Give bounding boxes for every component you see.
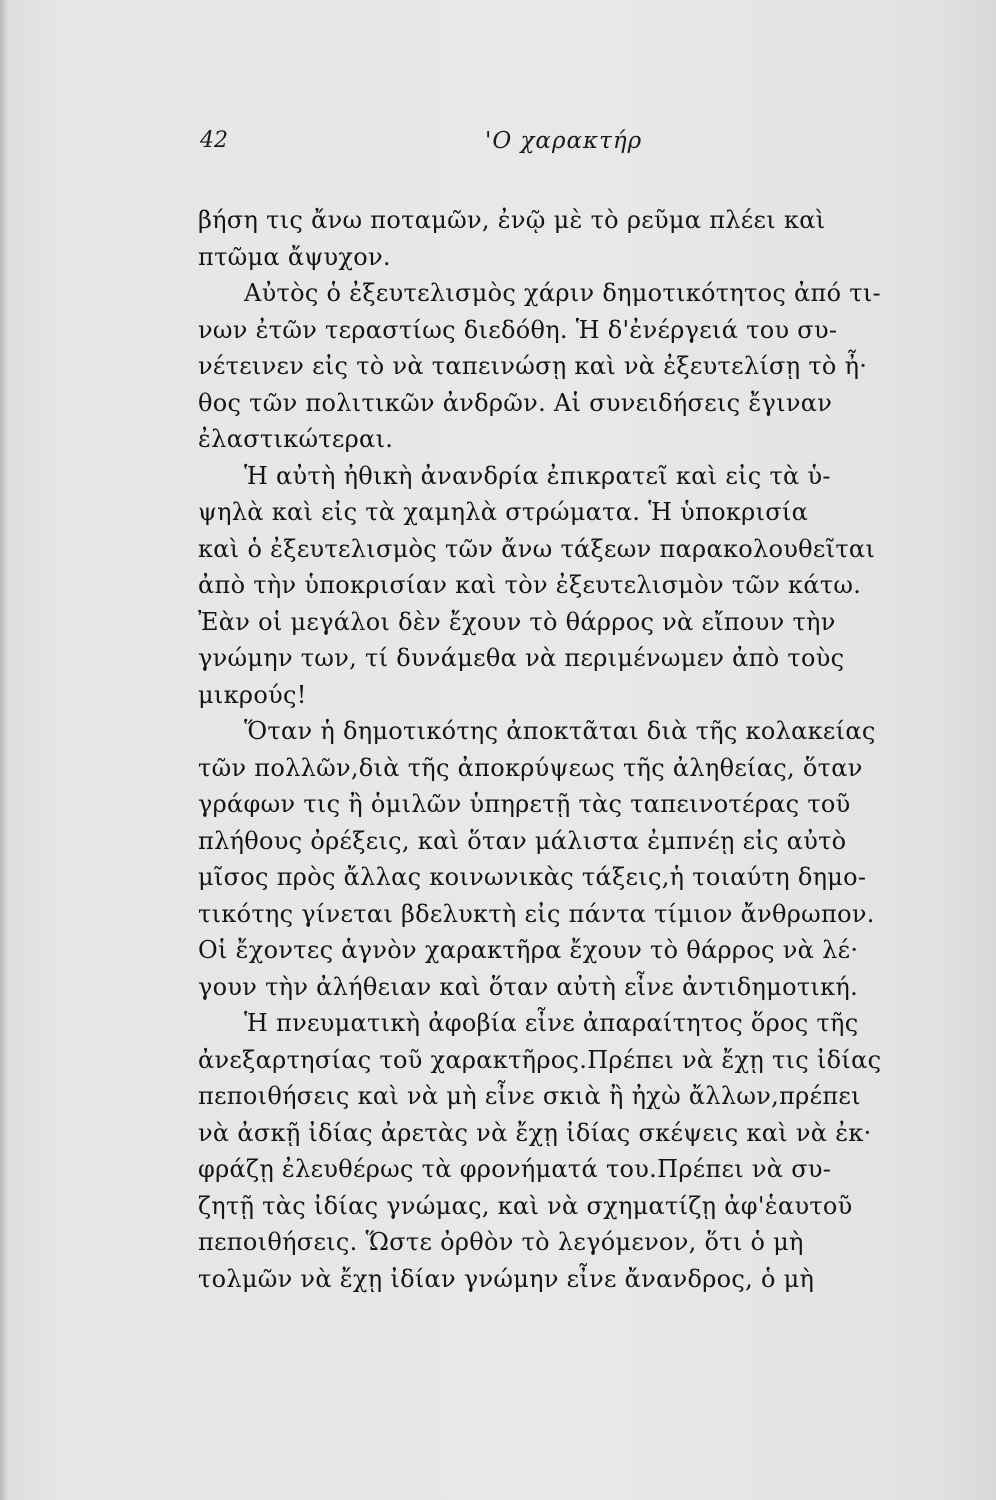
text-line: θος τῶν πολιτικῶν ἀνδρῶν. Αἱ συνειδήσεις ἔγιναν <box>198 388 833 417</box>
text-line: καὶ ὁ ἐξευτελισμὸς τῶν ἄνω τάξεων παρακολουθεῖται <box>198 534 876 563</box>
running-head: 'Ο χαρακτήρ <box>485 128 643 154</box>
text-line: Οἱ ἔχοντες ἁγνὸν χαρακτῆρα ἔχουν τὸ θάρρος νὰ λέ· <box>198 936 859 964</box>
text-line: ἀνεξαρτησίας τοῦ χαρακτῆρος.Πρέπει νὰ ἔχῃ τις ἰδίας <box>198 1045 882 1074</box>
paragraph-first-line: Ὅταν ἡ δημοτικότης ἀποκτᾶται διὰ τῆς κολακείας <box>244 717 876 745</box>
text-line: τολμῶν νὰ ἔχῃ ἰδίαν γνώμην εἶνε ἄνανδρος, ὁ μὴ <box>198 1264 815 1293</box>
paragraph-first-line: Ἡ πνευματικὴ ἀφοβία εἶνε ἀπαραίτητος ὅρος τῆς <box>244 1009 859 1037</box>
text-line: πεποιθήσεις καὶ νὰ μὴ εἶνε σκιὰ ἢ ἠχὼ ἄλλων,πρέπει <box>198 1082 861 1110</box>
text-line: γνώμην των, τί δυνάμεθα νὰ περιμένωμεν ἀπὸ τοὺς <box>198 644 845 672</box>
text-line: νέτεινεν εἰς τὸ νὰ ταπεινώσῃ καὶ νὰ ἐξευτελίσῃ τὸ ἦ· <box>198 352 868 380</box>
text-line: μικρούς! <box>198 680 307 709</box>
text-line: βήση τις ἄνω ποταμῶν, ἐνῷ μὲ τὸ ρεῦμα πλέει καὶ <box>198 206 826 234</box>
text-line: τῶν πολλῶν,διὰ τῆς ἀποκρύψεως τῆς ἀληθείας, ὅταν <box>198 753 863 782</box>
text-line: γουν τὴν ἀλήθειαν καὶ ὅταν αὐτὴ εἶνε ἀντιδημοτική. <box>198 972 859 1001</box>
text-line: ἐλαστικώτεραι. <box>198 425 394 453</box>
text-line: ἀπὸ τὴν ὑποκρισίαν καὶ τὸν ἐξευτελισμὸν τῶν κάτω. <box>198 571 862 599</box>
text-line: τικότης γίνεται βδελυκτὴ εἰς πάντα τίμιον ἄνθρωπον. <box>198 899 875 928</box>
text-line: νων ἐτῶν τεραστίως διεδόθη. Ἡ δ'ἐνέργειά του συ- <box>198 315 838 344</box>
text-line: ζητῇ τὰς ἰδίας γνώμας, καὶ νὰ σχηματίζῃ ἀφ'ἑαυτοῦ <box>198 1191 853 1220</box>
text-line: φράζῃ ἐλευθέρως τὰ φρονήματά του.Πρέπει νὰ συ- <box>198 1155 832 1183</box>
text-line: ψηλὰ καὶ εἰς τὰ χαμηλὰ στρώματα. Ἡ ὑποκρισία <box>198 498 809 526</box>
body-text <box>198 202 928 1297</box>
page-edge-shadow <box>0 0 8 1500</box>
paragraph-first-line: Αὐτὸς ὁ ἐξευτελισμὸς χάριν δημοτικότητος ἀπό τι- <box>244 279 881 307</box>
text-line: πλήθους ὀρέξεις, καὶ ὅταν μάλιστα ἐμπνέῃ εἰς αὐτὸ <box>198 826 847 855</box>
page-number: 42 <box>200 128 228 153</box>
text-line: γράφων τις ἢ ὁμιλῶν ὑπηρετῇ τὰς ταπεινοτέρας τοῦ <box>198 790 851 818</box>
text-line: πεποιθήσεις. Ὥστε ὀρθὸν τὸ λεγόμενον, ὅτι ὁ μὴ <box>198 1228 804 1256</box>
page-header <box>200 128 740 162</box>
text-line: πτῶμα ἄψυχον. <box>198 242 391 271</box>
text-line: Ἐὰν οἱ μεγάλοι δὲν ἔχουν τὸ θάρρος νὰ εἴπουν τὴν <box>198 607 836 636</box>
text-line: νὰ ἀσκῇ ἰδίας ἀρετὰς νὰ ἔχῃ ἰδίας σκέψεις καὶ νὰ ἐκ· <box>198 1118 872 1147</box>
text-line: μῖσος πρὸς ἄλλας κοινωνικὰς τάξεις,ἡ τοιαύτη δημο- <box>198 863 867 891</box>
paragraph-first-line: Ἡ αὐτὴ ἠθικὴ ἀνανδρία ἐπικρατεῖ καὶ εἰς τὰ ὑ- <box>244 461 831 490</box>
